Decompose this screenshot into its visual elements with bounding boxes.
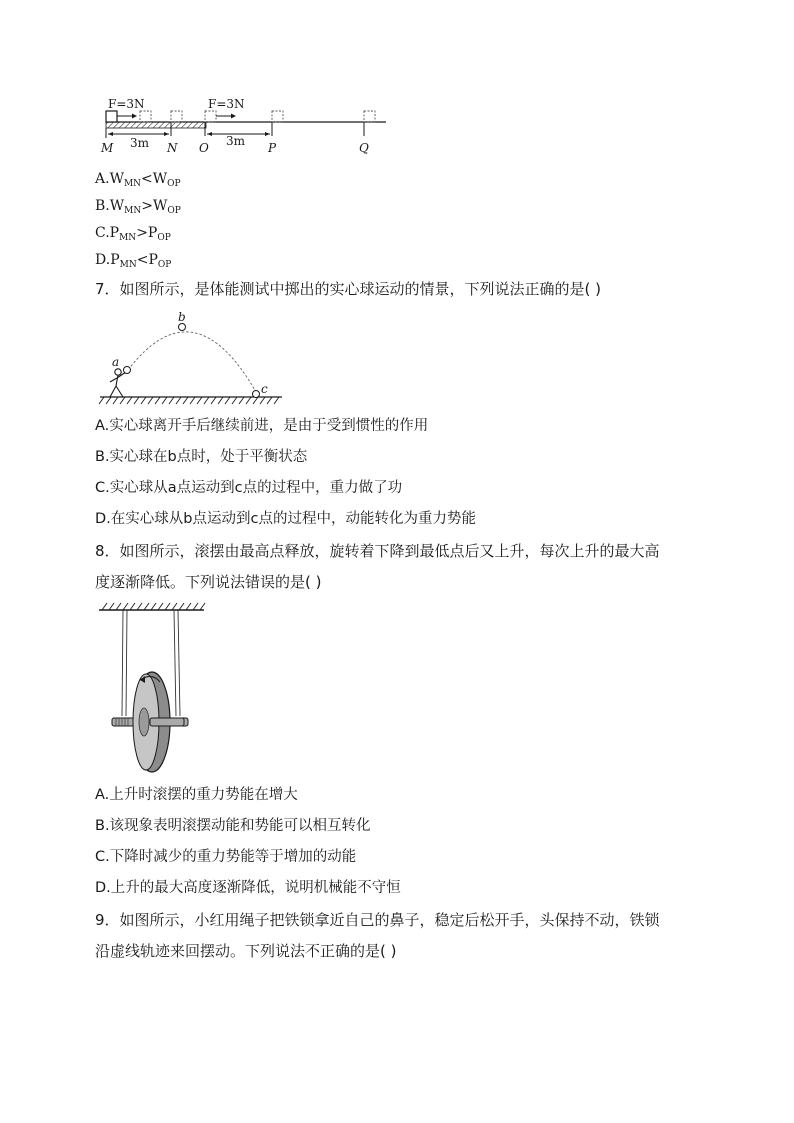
q7-option-d[interactable]: D.在实心球从b点运动到c点的过程中，动能转化为重力势能 (95, 511, 476, 527)
q7-point-c: c (261, 382, 268, 396)
q7-shot-put-figure (96, 310, 286, 410)
q8-option-d[interactable]: D.上升的最大高度逐渐降低，说明机械能不守恒 (95, 880, 401, 896)
q7-point-b: b (178, 310, 186, 324)
q6-point-O: O (199, 141, 209, 155)
q6-option-d[interactable]: $D.P_{MN}<P_{OP}$ (95, 252, 172, 270)
q6-point-Q: Q (359, 141, 369, 155)
q8-maxwell-wheel-figure (96, 598, 208, 778)
q8-stem-line-1: 8．如图所示，滚摆由最高点释放，旋转着下降到最低点后又上升，每次上升的最大高 (95, 542, 660, 560)
q7-option-c[interactable]: C.实心球从a点运动到c点的过程中，重力做了功 (95, 480, 403, 496)
q6-force-distance-figure (98, 92, 398, 160)
q6-distance-label-1: 3m (130, 136, 150, 150)
q6-point-M: M (101, 141, 114, 155)
q8-stem-line-2: 度逐渐降低。下列说法错误的是( ) (95, 573, 322, 591)
q6-force-label-2: F=3N (208, 97, 245, 111)
q8-option-c[interactable]: C.下降时减少的重力势能等于增加的动能 (95, 849, 357, 865)
q9-stem-line-1: 9．如图所示，小红用绳子把铁锁拿近自己的鼻子，稳定后松开手，头保持不动，铁锁 (95, 911, 660, 929)
q8-option-a[interactable]: A.上升时滚摆的重力势能在增大 (95, 787, 298, 803)
q6-point-N: N (167, 141, 178, 155)
q6-point-P: P (268, 141, 277, 155)
q7-stem: 7．如图所示，是体能测试中掷出的实心球运动的情景，下列说法正确的是( ) (95, 280, 602, 298)
q6-option-b[interactable]: $B.W_{MN}>W_{OP}$ (95, 198, 181, 216)
q7-point-a: a (112, 355, 120, 369)
q6-option-c[interactable]: $C.P_{MN}>P_{OP}$ (95, 225, 171, 243)
q9-stem-line-2: 沿虚线轨迹来回摆动。下列说法不正确的是( ) (95, 942, 397, 960)
q8-option-b[interactable]: B.该现象表明滚摆动能和势能可以相互转化 (95, 818, 371, 834)
q6-distance-label-2: 3m (226, 134, 246, 148)
q6-option-a[interactable]: $A.W_{MN}<W_{OP}$ (95, 171, 181, 189)
q7-option-a[interactable]: A.实心球离开手后继续前进，是由于受到惯性的作用 (95, 418, 429, 434)
q6-force-label-1: F=3N (108, 97, 145, 111)
q7-option-b[interactable]: B.实心球在b点时，处于平衡状态 (95, 449, 308, 465)
